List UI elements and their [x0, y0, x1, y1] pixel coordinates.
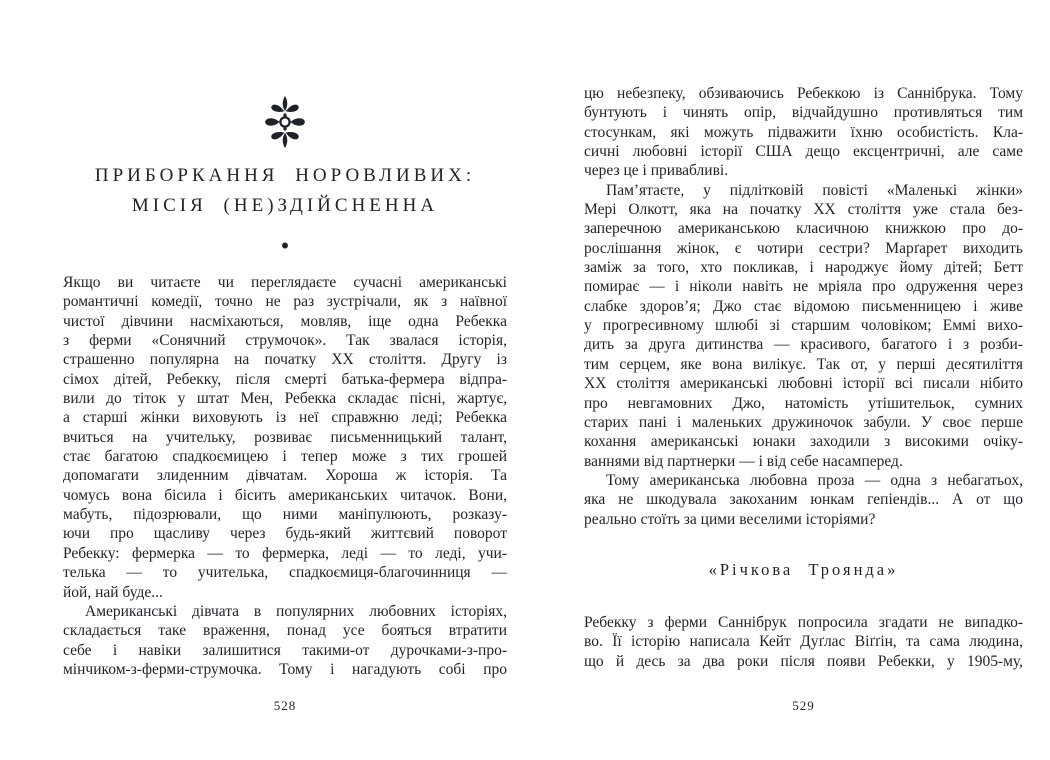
text-line: допомагати злиденним дівчатам. Хороша ж історія. Та [63, 467, 507, 485]
text-line: у прогресивному шлюбі зі старшим чоловіком; Еммі вихо- [584, 317, 1023, 335]
text-line: ваннями від партнерки — і від себе насамперед. [584, 452, 903, 470]
page-number-right: 529 [792, 698, 815, 713]
text-line: Ребекку з ферми Саннібрук попросила згадати не випадко- [584, 614, 1023, 631]
text-line: романтичні комедії, точно не раз зустрічали, як з наївної [63, 293, 507, 311]
text-line: чомусь вона бісила і бісить американських читачок. Вони, [63, 486, 507, 504]
text-line: помирає — і ніколи навіть не мріяла про одруження через [584, 278, 1023, 296]
text-line: стає багатою спадкоємицею і тепер може з тих грошей [63, 448, 507, 466]
page-number-left: 528 [273, 698, 297, 713]
text-line: Ребекку: фермерка — то фермерка, леді — то леді, учи- [63, 544, 507, 562]
text-line: страшенно популярна на початку XX століття. Другу із [63, 351, 507, 369]
text-line: кохання американські юнаки заходили з високими очіку- [584, 433, 1023, 451]
text-line: сичні любовні історії США дещо ексцентричні, але саме [584, 143, 1023, 161]
text-line: заперечною американською класичною книжкою про до- [584, 220, 1023, 238]
paragraph [63, 273, 507, 602]
text-line: цю небезпеку, обзиваючись Ребеккою із Саннібрука. Тому [584, 85, 1023, 102]
text-line: бунтують і чинять опір, відчайдушно противляться тим [584, 104, 1023, 122]
text-line: рослішання жінок, є чотири сестри? Марґарет виходить [584, 239, 1023, 257]
paragraph [584, 84, 1023, 181]
text-line: ючи про щасливу через будь-який життєвий поворот [63, 525, 507, 543]
chapter-title [63, 161, 507, 221]
text-line: через це і привабливі. [584, 162, 729, 180]
text-line: а старші жінки виховують із неї справжню леді; Ребекка [63, 409, 507, 427]
text-line: Тому американська любовна проза — одна з небагатьох, [606, 471, 1023, 489]
text-line: яка не шкодувала закоханим юнкам гепіендів... А от що [584, 491, 1023, 509]
text-line: себе і навіки залишитися такими-от дурочками-з-про- [63, 641, 507, 659]
fleuron-ornament-icon [63, 94, 507, 155]
text-line: про невгамовних Джо, натомість утішительок, сумних [584, 394, 1023, 412]
text-line: XX століття американські любовні історії всі писали нібито [584, 375, 1023, 393]
text-line: слабке здоров’я; Джо стає відомою письменницею і живе [584, 297, 1023, 315]
text-line: заміж за того, хто покликав, і народжує йому дітей; Бетт [584, 259, 1023, 277]
text-line: Пам’ятаєте, у підлітковій повісті «Маленькі жінки» [606, 181, 1023, 199]
text-line: во. Її історію написала Кейт Дуґлас Віґґін, та сама людина, [584, 633, 1023, 651]
text-line: чистої дівчини насміхаються, мовляв, іще одна Ребекка [63, 312, 507, 330]
text-line: з ферми «Сонячний струмочок». Так звалася історія, [63, 332, 507, 350]
text-line: Мері Олкотт, яка на початку XX століття уже стала без- [584, 201, 1023, 219]
page-right [584, 0, 1023, 760]
text-line: вчиться на учительку, розвиває письменницький талант, [63, 428, 507, 446]
right-page-body-bottom [584, 613, 1023, 671]
paragraph [63, 602, 507, 679]
text-line: стосункам, які можуть підважити їхню особистість. Кла- [584, 123, 1023, 141]
text-line: мабуть, підозрювали, що ними маніпулюють, розказу- [63, 506, 507, 524]
text-line: дить за друга дитинства — красивого, багатого і з розби- [584, 336, 1023, 354]
text-line: вили до тіток у штат Мен, Ребекка складає пісні, жартує, [63, 390, 507, 408]
chapter-title-line2: МІСІЯ (НЕ)ЗДІЙСНЕННА [131, 195, 439, 216]
text-line: складається таке враження, понад усе бояться втратити [63, 622, 507, 640]
right-page-body-top [584, 84, 1023, 529]
section-heading: «Річкова Троянда» [708, 560, 899, 579]
paragraph [584, 471, 1023, 529]
text-line: Якщо ви читаєте чи переглядаєте сучасні американські [63, 274, 507, 291]
text-line: йой, най буде... [63, 583, 163, 601]
text-line: тим серцем, яке вона вилікує. Так от, у перші десятиліття [584, 355, 1023, 373]
paragraph [584, 181, 1023, 471]
text-line: Американські дівчата в популярних любовних історіях, [85, 602, 507, 620]
paragraph [584, 613, 1023, 671]
text-line: старих пані і маленьких дружиночок забули. У своє перше [584, 413, 1023, 431]
chapter-title-line1: ПРИБОРКАННЯ НОРОВЛИВИХ: [94, 165, 476, 186]
left-page-body [63, 273, 507, 679]
text-line: сімох дітей, Ребекку, після смерті батька-фермера відпра- [63, 370, 507, 388]
text-line: телька — то учителька, спадкоємиця-благочинниця — [63, 564, 507, 582]
section-separator-bullet: • [280, 233, 290, 260]
page-left [63, 0, 507, 760]
text-line: що й десь за два роки після появи Ребекки, у 1905-му, [584, 652, 1023, 670]
text-line: мінчиком-з-ферми-струмочка. Тому і нагадують собі про [63, 660, 507, 678]
text-line: реально стоїть за цими веселими історіями? [584, 510, 876, 528]
